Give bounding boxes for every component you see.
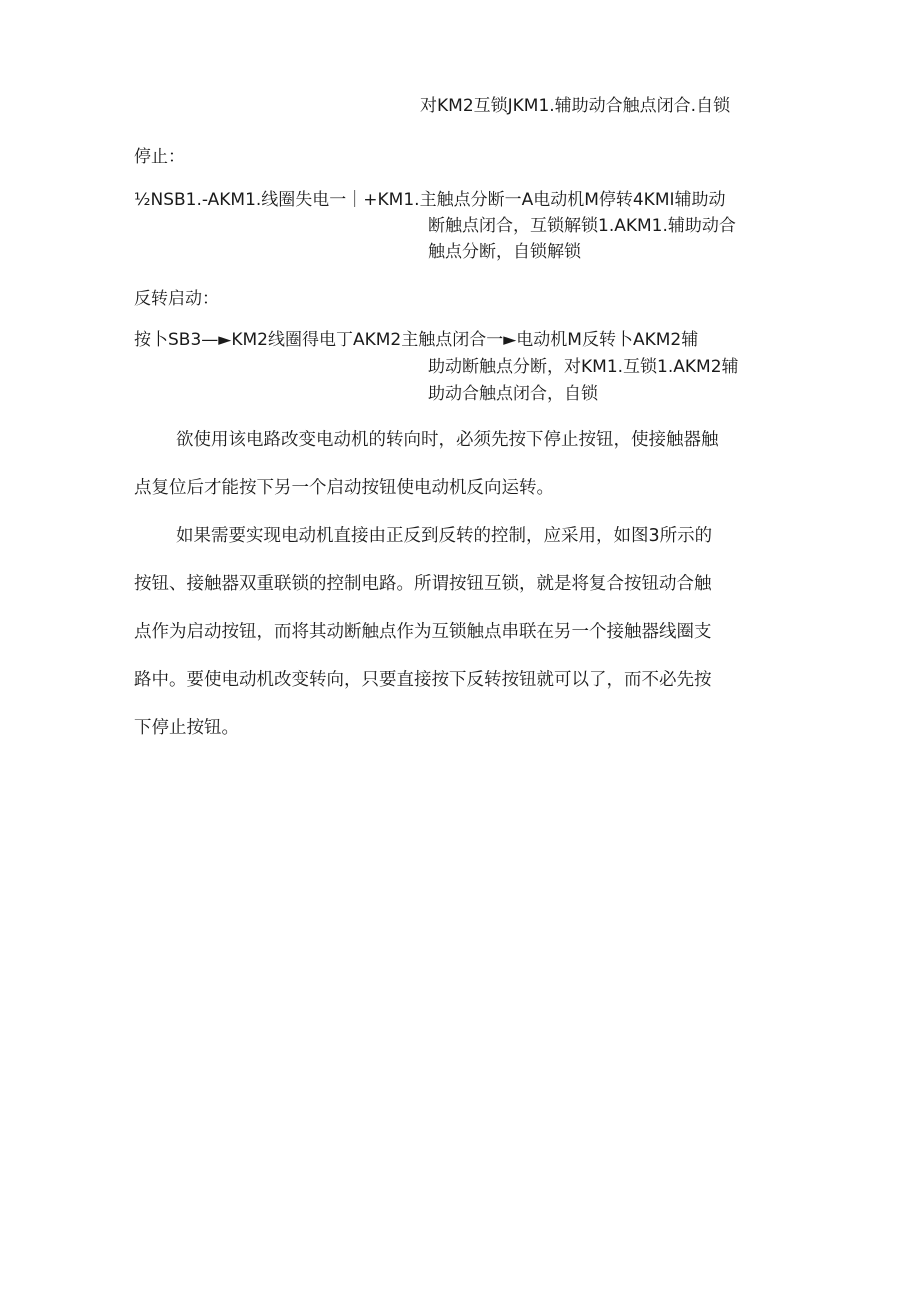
paragraph1-line-1: 欲使用该电路改变电动机的转向时，必须先按下停止按钮，使接触器触 <box>176 430 719 450</box>
reverse-line-3: 助动合触点闭合，自锁 <box>428 384 598 404</box>
reverse-line-1: 按卜SB3—►KM2线圈得电丁AKM2主触点闭合一►电动机M反转卜AKM2辅 <box>134 330 699 350</box>
paragraph2-line-3: 点作为启动按钮，而将其动断触点作为互锁触点串联在另一个接触器线圈支 <box>134 622 712 642</box>
stop-line-1: ½NSB1.-AKM1.线圈失电一｜+KM1.主触点分断一A电动机M停转4KMI辅助动 <box>134 190 726 210</box>
reverse-heading: 反转启动： <box>134 289 219 309</box>
paragraph1-line-2: 点复位后才能按下另一个启动按钮使电动机反向运转。 <box>134 478 554 498</box>
interlock-line: 对KM2互锁JKM1.辅助动合触点闭合.自锁 <box>420 96 731 116</box>
paragraph2-line-4: 路中。要使电动机改变转向，只要直接按下反转按钮就可以了，而不必先按 <box>134 670 712 690</box>
stop-heading: 停止： <box>134 147 185 167</box>
paragraph2-line-2: 按钮、接触器双重联锁的控制电路。所谓按钮互锁，就是将复合按钮动合触 <box>134 574 712 594</box>
stop-line-2: 断触点闭合，互锁解锁1.AKM1.辅助动合 <box>428 216 736 236</box>
paragraph2-line-1: 如果需要实现电动机直接由正反到反转的控制，应采用，如图3所示的 <box>176 526 713 546</box>
stop-line-3: 触点分断，自锁解锁 <box>428 242 581 262</box>
reverse-line-2: 助动断触点分断，对KM1.互锁1.AKM2辅 <box>428 357 739 377</box>
paragraph2-line-5: 下停止按钮。 <box>134 718 239 738</box>
